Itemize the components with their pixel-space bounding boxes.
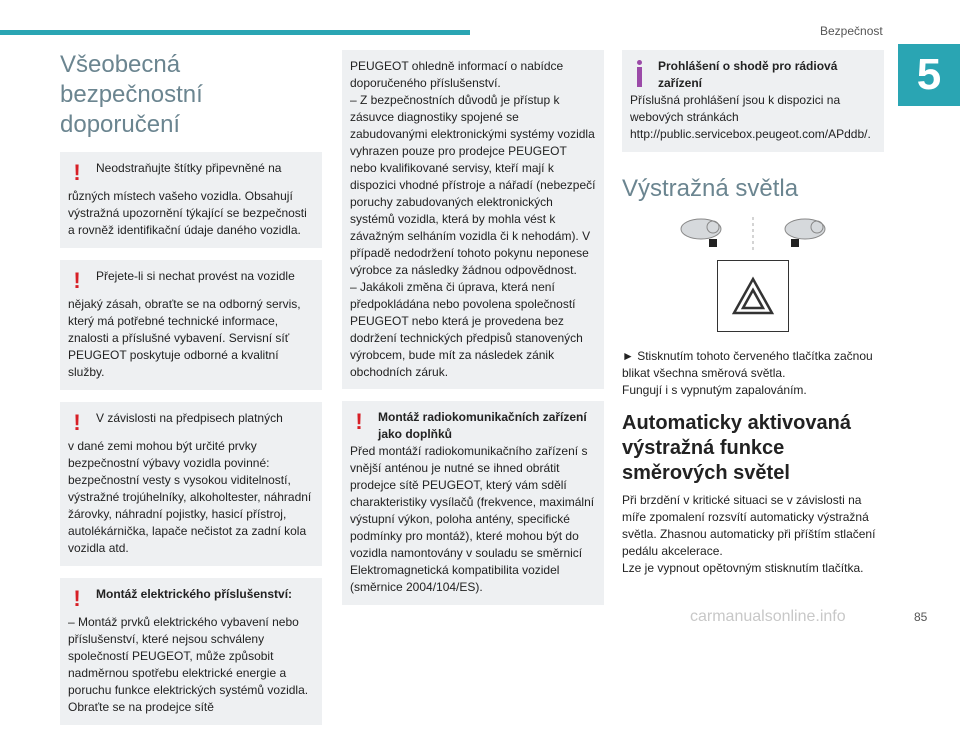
- note-body: Příslušná prohlášení jsou k dispozici na webových stránkách http://public.servicebox.peugeot.com/APddb/.: [630, 93, 871, 141]
- info-icon: [630, 60, 648, 87]
- section-title: Všeobecná bezpečnostní doporučení: [60, 51, 203, 138]
- warning-exclamation-icon: !: [73, 160, 81, 185]
- warning-exclamation-icon: !: [355, 409, 363, 434]
- note-head: Montáž elektrického příslušenství:: [96, 587, 293, 601]
- warning-note-equipment: [60, 402, 322, 566]
- note-head: Prohlášení o shodě pro rádiová zařízení: [658, 59, 838, 90]
- header-accent-bar: [0, 30, 470, 35]
- steering-wheels-icon: [673, 217, 833, 251]
- auto-hazard-text: Při brzdění v kritické situaci se v závislosti na míře zpomalení rozsvítí automaticky výstražná světla. Zhasnou automaticky při příštím stlačení pedálu akcelerace. Lze je vypnout opětovným stisknutím tlačítka.: [622, 493, 876, 575]
- note-head: Přejete-li si nechat provést na vozidle: [96, 269, 295, 283]
- hazard-button-illustration: [717, 260, 789, 332]
- page-number: 85: [914, 610, 928, 624]
- note-body: v dané zemi mohou být určité prvky bezpečnostní výbavy vozidla povinné: bezpečnostní vesty s vysokou viditelností, výstražné trojúhelníky, alkoholtester, náhradní žárovky, náhradní pojistky, hasicí přístroj, autolékárnička, lapače nečistot za zadní kola vozidla atd.: [68, 439, 312, 555]
- column-2: [342, 50, 604, 617]
- dashboard-illustration: [622, 216, 884, 252]
- warning-note-radio: [342, 401, 604, 605]
- watermark: carmanualsonline.info: [690, 608, 846, 625]
- warning-exclamation-icon: !: [73, 586, 81, 611]
- section-name: Bezpečnost: [820, 24, 883, 38]
- warning-exclamation-icon: !: [73, 410, 81, 435]
- note-head: Montáž radiokomunikačních zařízení jako doplňků: [378, 410, 587, 441]
- warning-exclamation-icon: !: [73, 268, 81, 293]
- warning-note-service: [60, 260, 322, 390]
- warning-lights-title: Výstražná světla: [622, 175, 799, 202]
- note-body: nějaký zásah, obraťte se na odborný servis, který má potřebné technické informace, znalosti a příslušné vybavení. Servisní síť PEUGEOT poskytuje odborné a kvalitní služby.: [68, 297, 301, 379]
- note-body: různých místech vašeho vozidla. Obsahují výstražná upozornění týkající se bezpečnosti a rovněž identifikační údaje daného vozidla.: [68, 189, 307, 237]
- column-1: [60, 50, 322, 737]
- chapter-number-tab: 5: [898, 44, 960, 106]
- info-note-radio-declaration: [622, 50, 884, 152]
- auto-hazard-title: Automaticky aktivovaná výstražná funkce směrových světel: [622, 412, 851, 484]
- column-3: [622, 50, 884, 577]
- hazard-triangle-icon: [731, 276, 775, 316]
- warning-note-electrical: [60, 578, 322, 725]
- note-body: Před montáží radiokomunikačního zařízení s vnější anténou je nutné se ihned obrátit prodejce sítě PEUGEOT, který vám sdělí charakteristiky vysílačů (frekvence, maximální výstupní výkon, poloha antény, specifické podmínky pro montáž), které mohou být do vozidla namontovány v souladu se směrnicí Elektromagnetická kompatibilita vozidel (směrnice 2004/104/ES).: [350, 444, 595, 594]
- note-body: – Montáž prvků elektrického vybavení nebo příslušenství, které nejsou schváleny společností PEUGEOT, může způsobit nadměrnou spotřebu elektrické energie a poruchu funkce elektrických systémů vozidla. Obraťte se na prodejce sítě: [68, 615, 309, 714]
- note-head: Neodstraňujte štítky připevněné na: [96, 161, 282, 175]
- note-head: V závislosti na předpisech platných: [96, 411, 283, 425]
- electrical-continuation: PEUGEOT ohledně informací o nabídce doporučeného příslušenství. – Z bezpečnostních důvodů je přístup k zásuvce diagnostiky spojené se zabudovanými elektronickými systémy vozidla vyhrazen pouze pro prodejce PEUGEOT nebo kvalifikované servisy, kteří mají k dispozici vhodné přístroje a nářadí (nebezpečí poruchy zabudovaných elektronických systémů vozidla, která by mohla vést k závažným selháním vozidla či k nehodám). V případě nedodržení tohoto pokynu neponese výrobce za následky žádnou odpovědnost. – Jakákoli změna či úprava, která není předpokládána nebo povolena společností PEUGEOT nebo která je provedena bez dodržení technických předpisů stanovených výrobcem, bude mít za následek zánik obchodních záruk.: [342, 50, 604, 389]
- warning-note-labels: [60, 152, 322, 248]
- warning-lights-text: ► Stisknutím tohoto červeného tlačítka začnou blikat všechna směrová světla. Fungují i s vypnutým zapalováním.: [622, 349, 873, 397]
